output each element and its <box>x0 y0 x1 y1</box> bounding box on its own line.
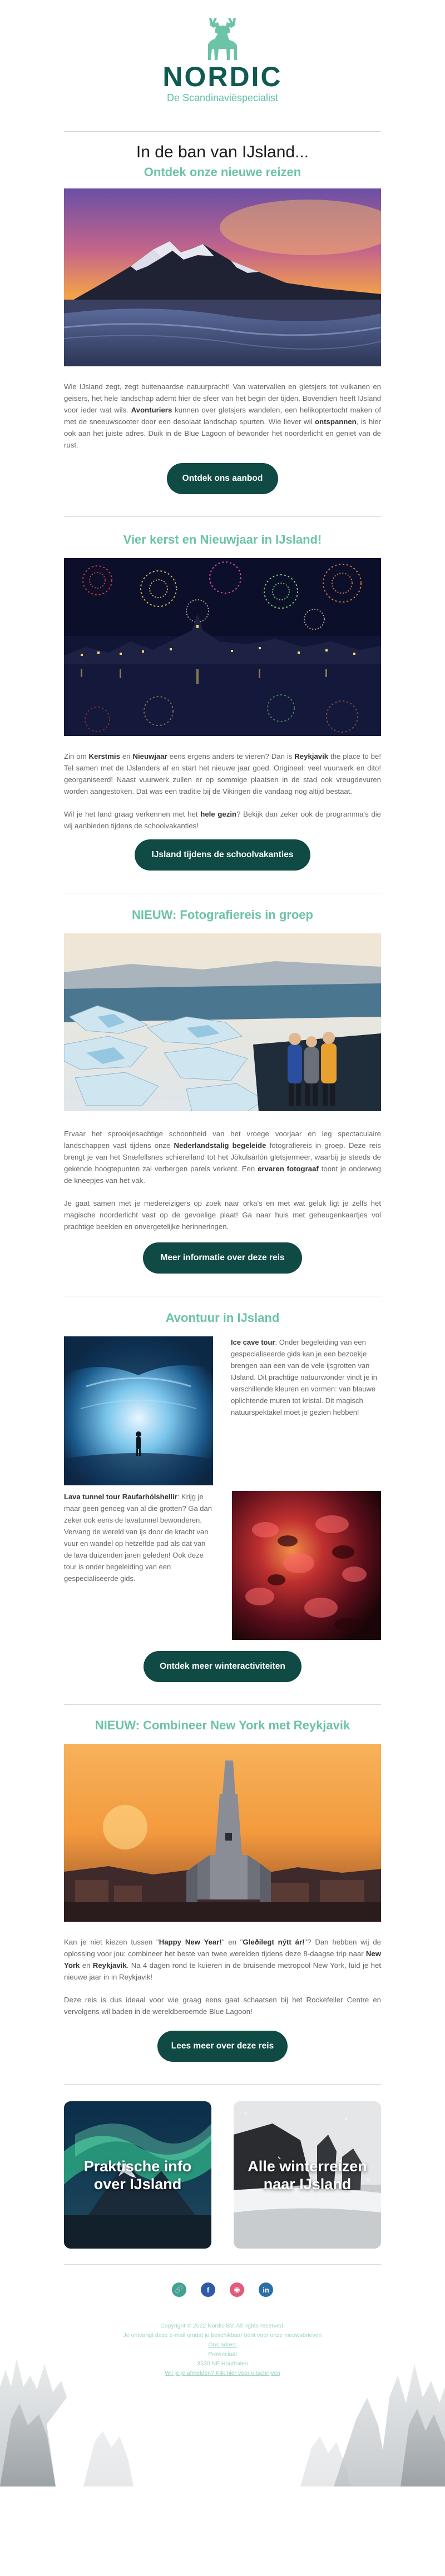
social-links <box>0 2265 445 2297</box>
section-heading: Avontuur in IJsland <box>165 1311 280 1325</box>
winter-activities-button[interactable]: Ontdek meer winteractiviteiten <box>144 1651 301 1682</box>
photo-trip-info-button[interactable]: Meer informatie over deze reis <box>143 1242 302 1274</box>
website-icon[interactable]: 🔗 <box>172 2282 186 2297</box>
brand-name: NORDIC <box>162 61 283 92</box>
divider <box>64 1704 381 1705</box>
lava-tunnel-text: Lava tunnel tour Raufarhólshellir: Krijg je maar geen genoeg van al die grotten? Ga dan zeker ook eens de lavatunnel bewonderen. Vervang de wereld van ijs door de kracht van vuur en wandel op hetzelfde pad als dat van de lava duizenden jaren geleden! Ook deze tour is onder begeleiding van een gespecialiseerde gids. <box>64 1493 212 1583</box>
misty-forest-illustration <box>0 2275 445 2487</box>
address-line: Provinciaal <box>208 2351 237 2358</box>
tile-label: Alle winterreizen naar IJsland <box>248 2157 367 2192</box>
address-label: Ons adres: <box>208 2341 237 2348</box>
intro-paragraph: Wie IJsland zegt, zegt buitenaardse natuurpracht! Van watervallen en gletsjers tot vulkanen en geisers, het hele landschap ademt hier de sfeer van het begin der tijden. Bovendien heeft IJsland voor ieder wat wils. Avonturiers kunnen over gletsjers wandelen, een helikoptertocht maken of met de sneeuwscooter door een desolaat landschap spurten. Wie liever wil ontspannen, is hier ook aan het juiste adres. Duik in de Blue Lagoon of bewonder het noorderlicht en geniet van de rust. <box>64 382 381 449</box>
section-heading: Ontdek onze nieuwe reizen <box>144 165 301 179</box>
unsubscribe-link[interactable]: Wil je je afmelden? Klik hier voor uitschrijven <box>165 2370 280 2376</box>
moose-logo-icon[interactable] <box>199 16 246 61</box>
section-photography <box>64 908 381 1274</box>
mountain-sunset-image[interactable] <box>64 188 381 366</box>
practical-info-tile[interactable] <box>64 2101 211 2249</box>
orca-paragraph: Je gaat samen met je medereizigers op zoek naar orka's en met wat geluk ligt je zelfs het magische noorderlicht vast op de gevoelige plaat! Ga naar huis met geheugenkaartjes vol prachtige beelden en onvergetelijke herinneringen. <box>64 1199 381 1231</box>
instagram-icon[interactable]: ◉ <box>230 2282 244 2297</box>
brand-tagline: De Scandinaviëspecialist <box>166 92 279 103</box>
fireworks-reykjavik-image[interactable] <box>64 558 381 736</box>
ice-cave-image[interactable] <box>64 1336 213 1485</box>
section-heading: NIEUW: Combineer New York met Reykjavik <box>95 1718 350 1732</box>
footer <box>0 2264 445 2487</box>
lava-tunnel-image[interactable] <box>232 1491 381 1640</box>
hallgrimskirkja-image[interactable] <box>64 1744 381 1922</box>
section-new-trips <box>64 143 381 494</box>
winter-trips-tile[interactable] <box>234 2101 381 2249</box>
section-christmas <box>64 533 381 871</box>
section-heading: Vier kerst en Nieuwjaar in IJsland! <box>123 533 322 546</box>
christmas-paragraph: Zin om Kerstmis en Nieuwjaar eens ergens anders te vieren? Dan is Reykjavik the place to be! Tel samen met de IJslanders af en start het nieuwe jaar goed. Origineel: veel vuurwerk en dito! georganiseerd! Naast vuurwerk zullen er op sommige plaatsen in de stad ook vreugdevuren worden aangestoken. Dat was een traditie bij de Vikingen die vandaag nog altijd bestaat. <box>64 752 381 795</box>
linkedin-icon[interactable]: in <box>259 2282 273 2297</box>
divider <box>64 131 381 132</box>
newyork-paragraph: Kan je niet kiezen tussen "Happy New Year!" en "Gleðilegt nýtt ár!"? Dan hebben wij de oplossing voor jou: combineer het beste van twee werelden tijdens deze 8-daagse trip naar New York en Reykjavik. Na 4 dagen rond te kuieren in de bruisende metropool New York, luid je het nieuwe jaar in in Reykjavik! <box>64 1938 382 1981</box>
intro-title: In de ban van IJsland... <box>136 143 309 161</box>
discover-offer-button[interactable]: Ontdek ons aanbod <box>167 463 278 494</box>
newyork-trip-button[interactable]: Lees meer over deze reis <box>157 2031 288 2062</box>
photography-paragraph: Ervaar het sprookjesachtige schoonheid van het vroege voorjaar en leg spectaculaire landschappen vast tijdens onze Nederlandstalig begeleide fotografiereis in groep. Deze reis brengt je van het Snæfellsnes schiereiland tot het Jökulsárlón gletsjermeer, waarbij je steeds de gekende hoogtepunten zal verbergen parels verkent. Een ervaren fotograaf toont je onderweg de kneepjes van het vak. <box>64 1130 382 1185</box>
footer-notes <box>0 2321 445 2378</box>
lava-tunnel-row <box>64 1491 381 1640</box>
subscription-notice: Je ontvangt deze e-mail omdat je beschikbaar bent voor onze nieuwsbrieven <box>123 2332 322 2339</box>
school-holidays-button[interactable]: IJsland tijdens de schoolvakanties <box>135 839 310 871</box>
rockefeller-paragraph: Deze reis is dus ideaal voor wie graag eens gaat schaatsen bij het Rockefeller Centre en vervolgens wil baden in de wereldberoemde Blue Lagoon! <box>64 1996 381 2016</box>
copyright-text: Copyright © 2022 Nordic BV, All rights reserved. <box>160 2323 285 2329</box>
facebook-icon[interactable]: f <box>201 2282 215 2297</box>
divider <box>64 516 381 517</box>
promo-tiles <box>64 2101 381 2249</box>
section-heading: NIEUW: Fotografiereis in groep <box>132 908 313 922</box>
glacier-photographers-image[interactable] <box>64 933 381 1111</box>
divider <box>64 2084 381 2085</box>
ice-cave-row <box>64 1336 381 1485</box>
tile-label: Praktische info over IJsland <box>83 2157 192 2192</box>
address-city: 3530 NP Houthalen <box>197 2360 248 2367</box>
header <box>0 0 445 131</box>
ice-cave-text: Ice cave tour: Onder begeleiding van een gespecialiseerde gids kan je een bezoekje brengen aan een van de vele ijsgrotten van IJsland. Dit prachtige natuurwonder vindt je in verschillende kleuren en vormen: van blauwe oplichtende muren tot kristal. Dit magisch natuurspektakel moet je gezien hebben! <box>231 1338 378 1416</box>
section-newyork <box>64 1718 381 2062</box>
section-adventure <box>64 1311 381 1682</box>
family-paragraph: Wil je het land graag verkennen met het hele gezin? Bekijk dan zeker ook de programma's die wij aanbieden tijdens de schoolvakanties! <box>64 810 381 830</box>
